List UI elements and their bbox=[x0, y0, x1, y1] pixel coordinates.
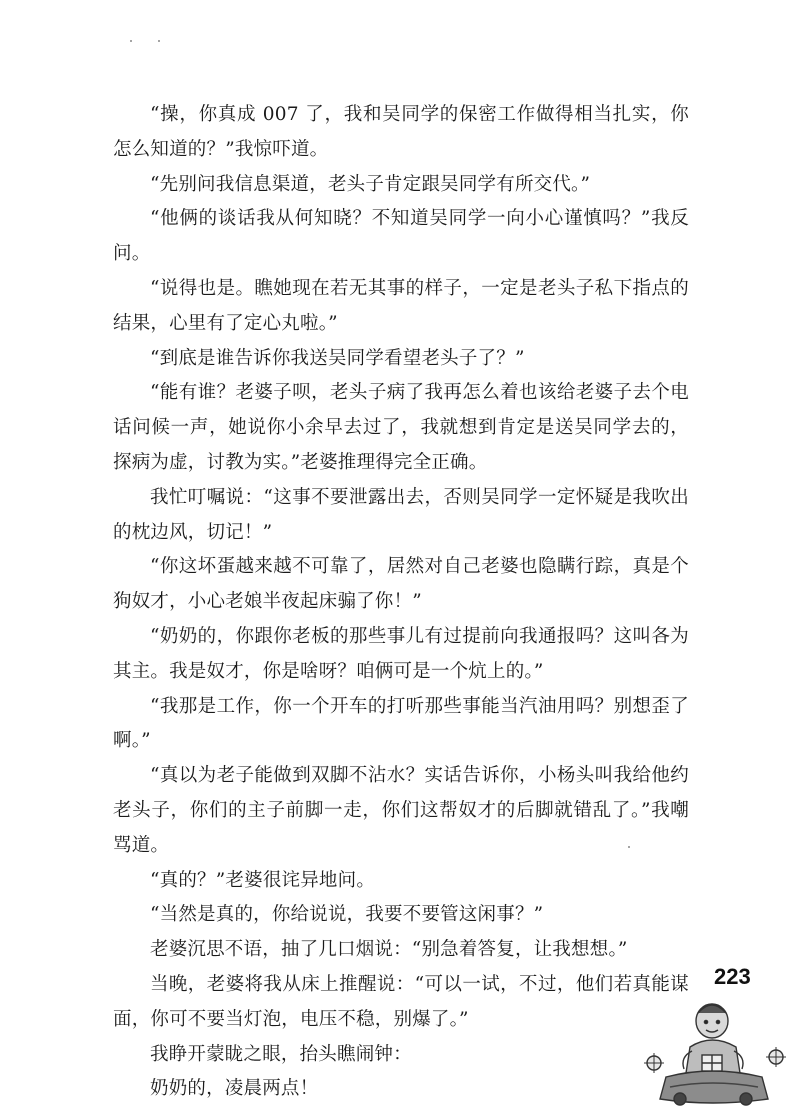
paragraph: 我忙叮嘱说：“这事不要泄露出去，否则吴同学一定怀疑是我吹出的枕边风，切记！” bbox=[113, 486, 689, 543]
paragraph: 老婆沉思不语，抽了几口烟说：“别急着答复，让我想想。” bbox=[150, 939, 628, 961]
paragraph: “你这坏蛋越来越不可靠了，居然对自己老婆也隐瞒行踪，真是个狗奴才，小心老娘半夜起床骟了你！” bbox=[113, 556, 689, 613]
paragraph: “我那是工作，你一个开车的打听那些事能当汽油用吗？别想歪了啊。” bbox=[113, 695, 689, 752]
paragraph: 奶奶的，凌晨两点！ bbox=[150, 1078, 319, 1100]
paragraph: “先别问我信息渠道，老头子肯定跟吴同学有所交代。” bbox=[150, 173, 591, 195]
paragraph: 当晚，老婆将我从床上推醒说：“可以一试，不过，他们若真能谋面，你可不要当灯泡，电压不稳，别爆了。” bbox=[113, 973, 689, 1030]
paragraph: “说得也是。瞧她现在若无其事的样子，一定是老头子私下指点的结果，心里有了定心丸啦。” bbox=[113, 277, 689, 334]
paragraph: “真的？”老婆很诧异地问。 bbox=[150, 869, 376, 891]
paragraph: “当然是真的，你给说说，我要不要管这闲事？” bbox=[150, 904, 544, 926]
paragraph: “到底是谁告诉你我送吴同学看望老头子了？” bbox=[150, 347, 525, 369]
paragraph: “操，你真成 007 了，我和吴同学的保密工作做得相当扎实，你怎么知道的？”我惊吓道。 bbox=[113, 104, 689, 160]
paragraph: “奶奶的，你跟你老板的那些事儿有过提前向我通报吗？这叫各为其主。我是奴才，你是啥呀？咱俩可是一个炕上的。” bbox=[113, 625, 689, 682]
page-number: 223 bbox=[714, 964, 751, 989]
scan-speck bbox=[158, 40, 160, 42]
scan-speck bbox=[130, 40, 132, 42]
cartoon-figure-icon bbox=[640, 995, 790, 1107]
paragraph: “他俩的谈话我从何知晓？不知道吴同学一向小心谨慎吗？”我反问。 bbox=[113, 208, 689, 265]
paragraph: “能有谁？老婆子呗，老头子病了我再怎么着也该给老婆子去个电话问候一声，她说你小余早去过了，我就想到肯定是送吴同学去的，探病为虚，讨教为实。”老婆推理得完全正确。 bbox=[113, 382, 689, 473]
paragraph: 我睁开蒙眬之眼，抬头瞧闹钟： bbox=[150, 1043, 412, 1065]
paragraph: “真以为老子能做到双脚不沾水？实话告诉你，小杨头叫我给他约老头子，你们的主子前脚一走，你们这帮奴才的后脚就错乱了。”我嘲骂道。 bbox=[113, 765, 689, 856]
body-text bbox=[113, 98, 689, 1107]
